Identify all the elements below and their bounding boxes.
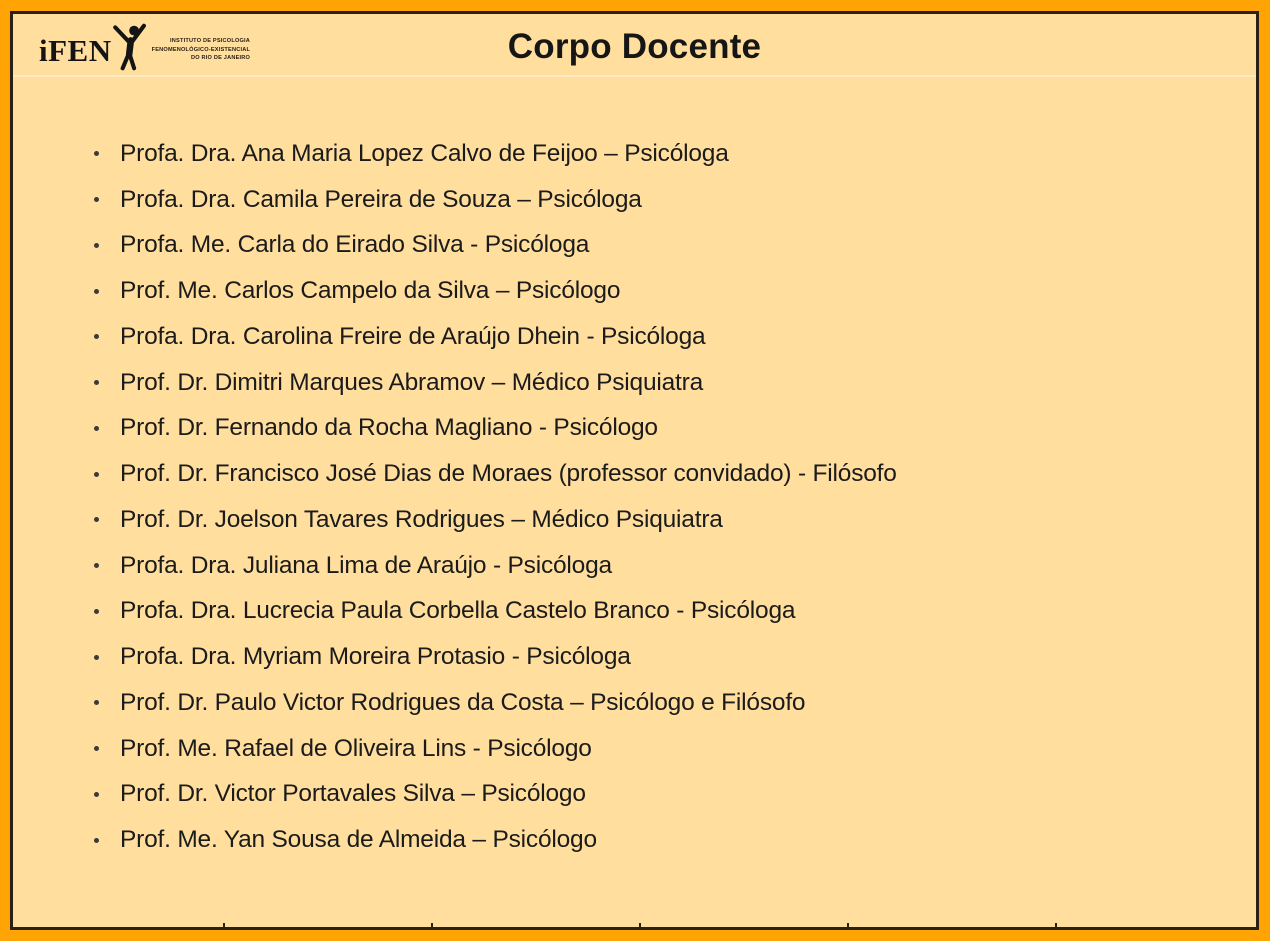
faculty-list-item — [94, 223, 1226, 269]
bullet-icon — [94, 334, 99, 339]
faculty-list-item — [94, 680, 1226, 726]
faculty-list-item — [94, 451, 1226, 497]
bullet-icon — [94, 609, 99, 614]
slide-header — [13, 14, 1256, 77]
faculty-member-text: Profa. Dra. Myriam Moreira Protasio - Psicóloga — [120, 643, 631, 671]
bottom-border-tick — [431, 923, 433, 927]
bullet-icon — [94, 792, 99, 797]
bullet-icon — [94, 700, 99, 705]
bottom-border-tick — [223, 923, 225, 927]
faculty-list-item — [94, 726, 1226, 772]
faculty-member-text: Profa. Dra. Juliana Lima de Araújo - Psicóloga — [120, 551, 612, 579]
faculty-member-text: Prof. Dr. Victor Portavales Silva – Psicólogo — [120, 780, 586, 808]
faculty-member-text: Prof. Me. Rafael de Oliveira Lins - Psicólogo — [120, 734, 592, 762]
bullet-icon — [94, 289, 99, 294]
slide-panel — [10, 11, 1259, 930]
logo-subtitle-line: DO RIO DE JANEIRO — [191, 55, 251, 62]
faculty-member-text: Profa. Dra. Ana Maria Lopez Calvo de Feijoo – Psicóloga — [120, 139, 729, 167]
logo-subtitle-line: INSTITUTO DE PSICOLOGIA — [170, 38, 251, 45]
faculty-list-item — [94, 817, 1226, 863]
faculty-list-item — [94, 543, 1226, 589]
faculty-member-text: Prof. Dr. Paulo Victor Rodrigues da Costa – Psicólogo e Filósofo — [120, 688, 806, 716]
faculty-list-item — [94, 268, 1226, 314]
page-title: Corpo Docente — [507, 27, 762, 66]
bottom-border-tick — [639, 923, 641, 927]
bullet-icon — [94, 197, 99, 202]
bullet-icon — [94, 243, 99, 248]
faculty-list-item — [94, 314, 1226, 360]
bullet-icon — [94, 151, 99, 156]
bullet-icon — [94, 563, 99, 568]
bullet-icon — [94, 380, 99, 385]
faculty-member-text: Prof. Dr. Dimitri Marques Abramov – Médico Psiquiatra — [120, 368, 704, 396]
faculty-member-text: Profa. Me. Carla do Eirado Silva - Psicóloga — [120, 231, 590, 259]
bottom-border-tick — [847, 923, 849, 927]
faculty-member-text: Prof. Me. Yan Sousa de Almeida – Psicólogo — [120, 826, 597, 854]
faculty-member-text: Prof. Dr. Joelson Tavares Rodrigues – Médico Psiquiatra — [120, 505, 723, 533]
faculty-member-text: Profa. Dra. Carolina Freire de Araújo Dhein - Psicóloga — [120, 322, 706, 350]
faculty-list-item — [94, 406, 1226, 452]
logo-brand-text: iFEN — [39, 33, 112, 68]
bottom-border-tick — [1055, 923, 1057, 927]
bullet-icon — [94, 655, 99, 660]
faculty-member-text: Prof. Me. Carlos Campelo da Silva – Psicólogo — [120, 277, 621, 305]
faculty-member-text: Prof. Dr. Francisco José Dias de Moraes (professor convidado) - Filósofo — [120, 460, 897, 488]
faculty-member-text: Prof. Dr. Fernando da Rocha Magliano - Psicólogo — [120, 414, 658, 442]
bullet-icon — [94, 426, 99, 431]
faculty-list-item — [94, 634, 1226, 680]
bullet-icon — [94, 517, 99, 522]
logo-subtitle-line: FENOMENOLÓGICO-EXISTENCIAL — [151, 46, 251, 53]
faculty-list-item — [94, 497, 1226, 543]
faculty-list-item — [94, 772, 1226, 818]
faculty-list-item — [94, 177, 1226, 223]
faculty-list-item — [94, 589, 1226, 635]
bullet-icon — [94, 838, 99, 843]
faculty-list-item — [94, 360, 1226, 406]
bullet-icon — [94, 472, 99, 477]
faculty-list-item — [94, 131, 1226, 177]
bullet-icon — [94, 746, 99, 751]
faculty-member-text: Profa. Dra. Lucrecia Paula Corbella Castelo Branco - Psicóloga — [120, 597, 796, 625]
faculty-member-text: Profa. Dra. Camila Pereira de Souza – Psicóloga — [120, 185, 642, 213]
faculty-list — [94, 131, 1226, 863]
